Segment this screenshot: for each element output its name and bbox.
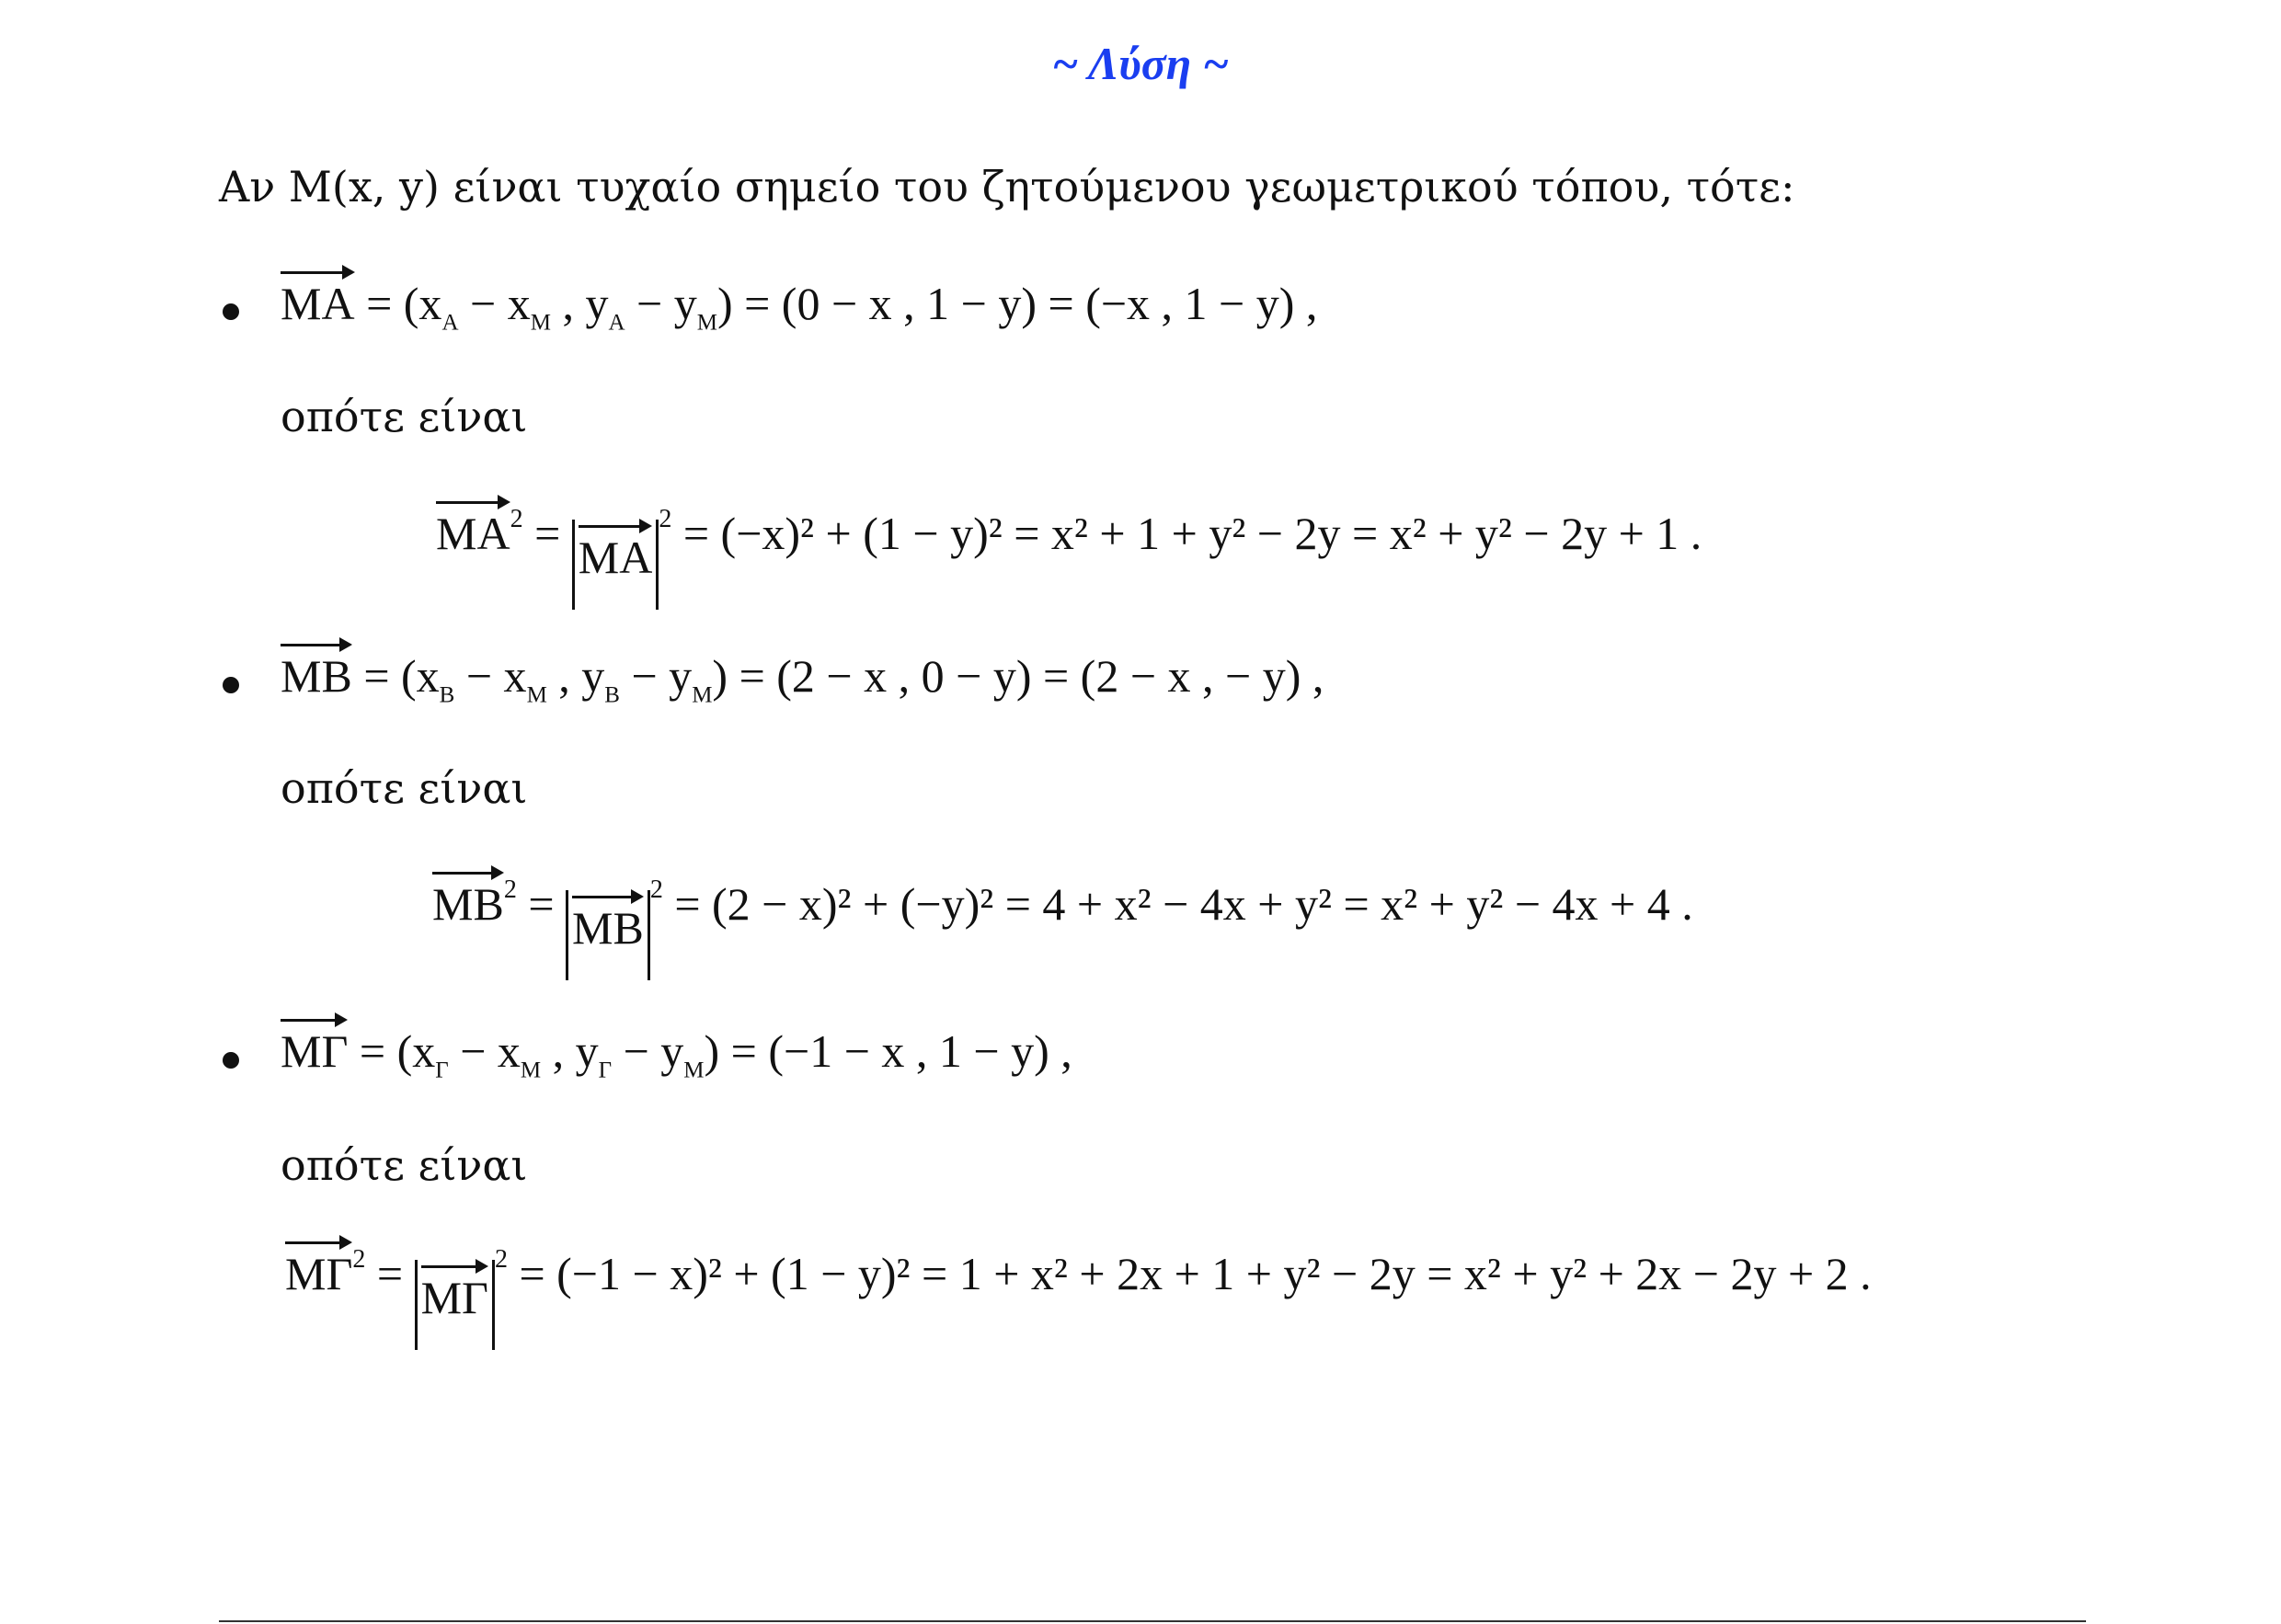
square-rest-mg: = (−1 − x)² + (1 − y)² = 1 + x² + 2x + 1 + y² − 2y = x² + y² + 2x − 2y + 2 . (519, 1248, 1872, 1299)
square-mg-equation: $M\Gamma^2 = M\Gamma^2 = (-1 - x)^2 + (1 - y)^2 = 1 + x^2 + 2x + 1 + y^2 - 2y = x^2 + y^2 + 2x - 2y + 2$ . (285, 1241, 1872, 1350)
footer-divider (219, 1620, 2086, 1622)
vector-mb: MB (281, 644, 352, 703)
vector-mb-squared: MB (432, 872, 504, 931)
magnitude-mg: MΓ (415, 1260, 495, 1350)
then-text-3: οπότε είναι (281, 1140, 528, 1190)
equation-rest-mb: = (2 − x , 0 − y) = (2 − x , − y) , (739, 650, 1324, 702)
vector-mg-equation: $M\Gamma = (x_\Gamma - x_M$ , $y_\Gamma - y_M) = (-1 - x$ , 1 − y) , (281, 1019, 1072, 1078)
vector-mg: MΓ (281, 1019, 348, 1078)
equation-rest-mg: = (−1 − x , 1 − y) , (730, 1025, 1072, 1077)
components-mg: ($x_\Gamma - x_M$ , $y_\Gamma - y_M$) (396, 1025, 720, 1083)
intro-text: Αν M(x, y) είναι τυχαίο σημείο του ζητούμενου γεωμετρικού τόπου, τότε: (219, 162, 1795, 212)
components-ma: ($x_A - x_M$ , $y_A - y_M$) (403, 278, 733, 336)
vector-mb-equation: MB = ($x_B - x_M$ , $y_B - y_M) = (2 - x$ , 0 − y) = (2 − x , − y) , (281, 644, 1324, 703)
bullet-1 (223, 303, 239, 320)
vector-ma-squared: MA (436, 501, 510, 560)
square-rest-ma: = (−x)² + (1 − y)² = x² + 1 + y² − 2y = x² + y² − 2y + 1 . (682, 508, 1702, 559)
then-text-2: οπότε είναι (281, 763, 528, 813)
magnitude-mb: MB (566, 890, 650, 980)
magnitude-ma: MA (572, 520, 659, 610)
vector-ma: MA (281, 271, 355, 330)
solution-title: ~ Λύση ~ (1051, 38, 1230, 89)
bullet-3 (223, 1052, 239, 1069)
equation-rest-ma: = (0 − x , 1 − y) = (−x , 1 − y) , (744, 278, 1318, 329)
bullet-2 (223, 677, 239, 693)
square-ma-equation: $MA^2 = MA^2 = (-x)^2 + (1 - y)^2 = x^2 + 1 + y^2 - 2y = x^2 + y^2 - 2y + 1$ . (436, 501, 1702, 610)
vector-ma-equation: MA = ($x_A - x_M$ , $y_A - y_M) = (0 - x$ , 1 − y) = (−x , 1 − y) , (281, 271, 1317, 330)
square-rest-mb: = (2 − x)² + (−y)² = 4 + x² − 4x + y² = x² + y² − 4x + 4 . (674, 878, 1693, 930)
vector-mg-squared: MΓ (285, 1241, 352, 1300)
components-mb: ($x_B - x_M$ , $y_B - y_M$) (401, 650, 728, 708)
square-mb-equation: $MB^2 = MB^2 = (2 - x)^2 + (-y)^2 = 4 + x^2 - 4x + y^2 = x^2 + y^2 - 4x + 4$ . (432, 872, 1693, 980)
then-text-1: οπότε είναι (281, 392, 528, 441)
